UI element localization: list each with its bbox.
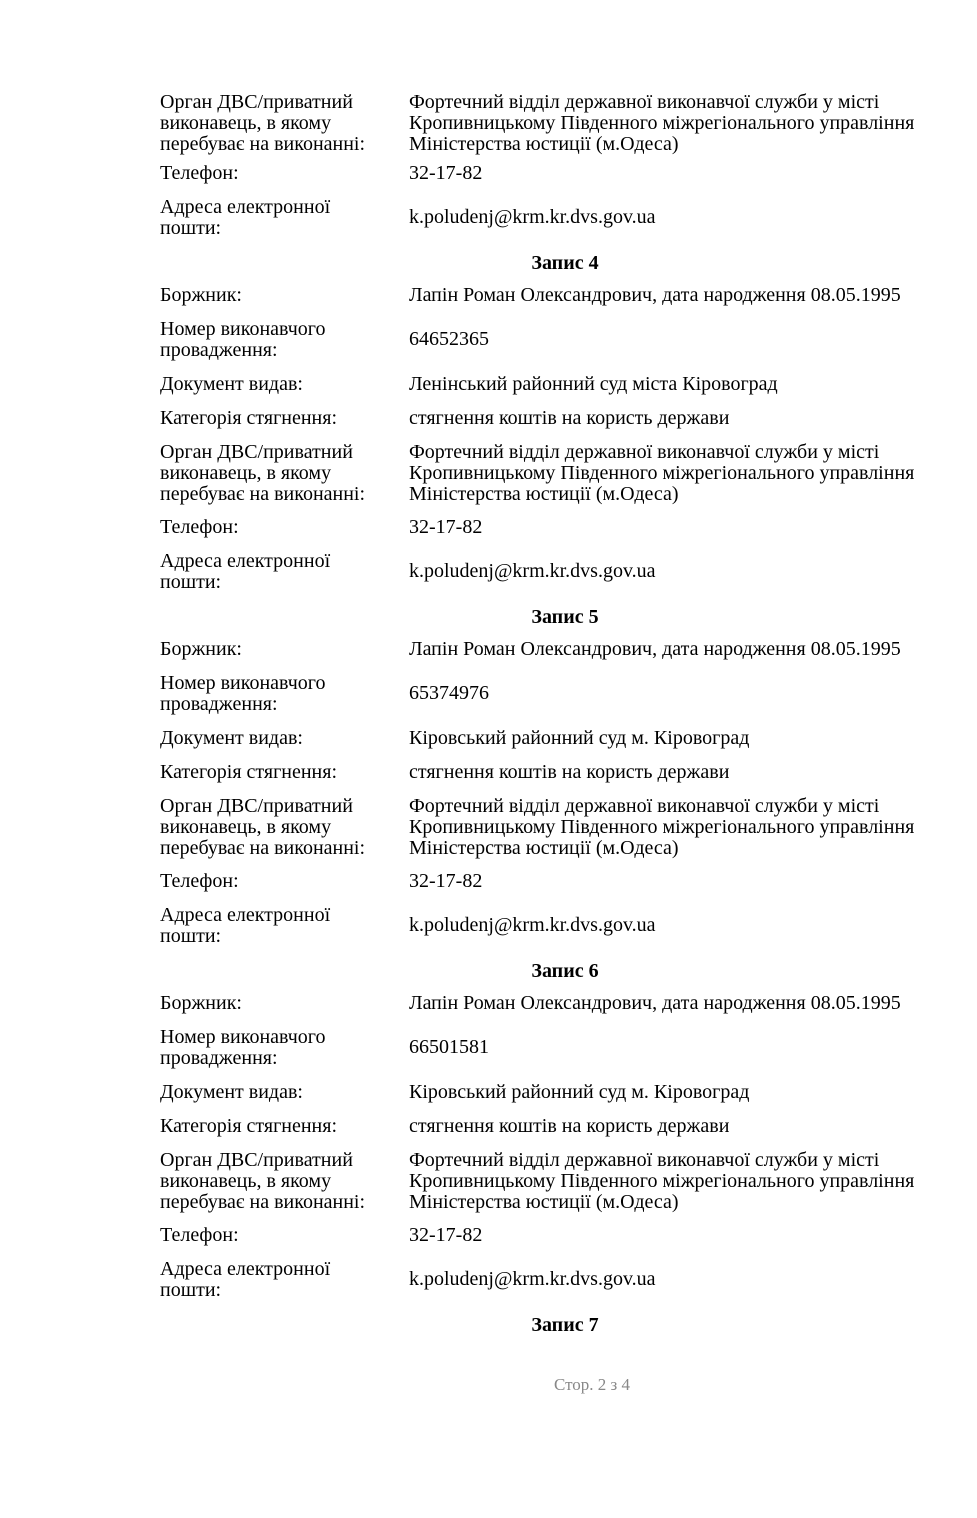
category-label: Категорія стягнення: — [160, 761, 338, 783]
case-number-row — [160, 666, 970, 721]
category-row — [160, 402, 970, 435]
debtor-row — [160, 633, 970, 666]
organ-row — [160, 789, 970, 866]
phone-value: 32-17-82 — [409, 162, 483, 184]
phone-value: 32-17-82 — [409, 1224, 483, 1246]
email-row — [160, 543, 970, 600]
debtor-row — [160, 987, 970, 1020]
phone-label: Телефон: — [160, 1224, 239, 1246]
email-row — [160, 1251, 970, 1308]
category-row — [160, 756, 970, 789]
category-value: стягнення коштів на користь держави — [409, 407, 730, 429]
category-value: стягнення коштів на користь держави — [409, 1115, 730, 1137]
email-label: Адреса електронної пошти: — [160, 195, 331, 239]
phone-row — [160, 866, 970, 897]
email-value: k.poludenj@krm.kr.dvs.gov.ua — [409, 914, 656, 936]
document-page — [160, 88, 970, 1341]
organ-label: Орган ДВС/приватний виконавець, в якому перебуває на виконанні: — [160, 795, 366, 859]
email-row — [160, 897, 970, 954]
record-title: Запис 4 — [531, 251, 599, 274]
issuer-value: Ленінський районний суд міста Кіровоград — [409, 373, 778, 395]
issuer-value: Кіровський районний суд м. Кіровоград — [409, 727, 750, 749]
record-title: Запис 7 — [531, 1313, 599, 1336]
phone-value: 32-17-82 — [409, 516, 483, 538]
record-title: Запис 6 — [531, 959, 599, 982]
issuer-row — [160, 721, 970, 756]
organ-label: Орган ДВС/приватний виконавець, в якому перебуває на виконанні: — [160, 1149, 366, 1213]
email-row — [160, 189, 970, 246]
issuer-row — [160, 1075, 970, 1110]
record-title-row — [160, 954, 970, 987]
organ-row — [160, 88, 970, 158]
category-label: Категорія стягнення: — [160, 407, 338, 429]
record-title: Запис 5 — [531, 605, 599, 628]
organ-label: Орган ДВС/приватний виконавець, в якому перебуває на виконанні: — [160, 90, 366, 155]
case-number-row — [160, 1020, 970, 1075]
organ-row — [160, 1143, 970, 1220]
phone-label: Телефон: — [160, 516, 239, 538]
case-number-row — [160, 312, 970, 367]
phone-row — [160, 158, 970, 189]
category-label: Категорія стягнення: — [160, 1115, 338, 1137]
record-title-row — [160, 1308, 970, 1341]
category-value: стягнення коштів на користь держави — [409, 761, 730, 783]
case-number-label: Номер виконавчого провадження: — [160, 317, 326, 361]
organ-value: Фортечний відділ державної виконавчої служби у місті Кропивницькому Південного міжрегіонального управління Міністерства юстиції (м.Одеса) — [409, 795, 915, 859]
email-value: k.poludenj@krm.kr.dvs.gov.ua — [409, 1268, 656, 1290]
organ-row — [160, 435, 970, 512]
debtor-value: Лапін Роман Олександрович, дата народження 08.05.1995 — [409, 284, 901, 306]
email-label: Адреса електронної пошти: — [160, 549, 331, 593]
issuer-label: Документ видав: — [160, 373, 303, 395]
case-number-label: Номер виконавчого провадження: — [160, 1025, 326, 1069]
debtor-label: Боржник: — [160, 284, 242, 306]
case-number-value: 66501581 — [409, 1036, 489, 1058]
organ-value: Фортечний відділ державної виконавчої служби у місті Кропивницькому Південного міжрегіонального управління Міністерства юстиції (м.Одеса) — [409, 441, 915, 505]
email-label: Адреса електронної пошти: — [160, 903, 331, 947]
issuer-row — [160, 367, 970, 402]
debtor-value: Лапін Роман Олександрович, дата народження 08.05.1995 — [409, 638, 901, 660]
case-number-value: 64652365 — [409, 328, 489, 350]
debtor-label: Боржник: — [160, 638, 242, 660]
page-number-footer: Стор. 2 з 4 — [553, 1375, 631, 1394]
email-value: k.poludenj@krm.kr.dvs.gov.ua — [409, 560, 656, 582]
debtor-row — [160, 279, 970, 312]
record-title-row — [160, 246, 970, 279]
case-number-label: Номер виконавчого провадження: — [160, 671, 326, 715]
issuer-value: Кіровський районний суд м. Кіровоград — [409, 1081, 750, 1103]
record-title-row — [160, 600, 970, 633]
email-value: k.poludenj@krm.kr.dvs.gov.ua — [409, 206, 656, 228]
phone-value: 32-17-82 — [409, 870, 483, 892]
phone-label: Телефон: — [160, 870, 239, 892]
case-number-value: 65374976 — [409, 682, 489, 704]
issuer-label: Документ видав: — [160, 1081, 303, 1103]
email-label: Адреса електронної пошти: — [160, 1257, 331, 1301]
organ-value: Фортечний відділ державної виконавчої служби у місті Кропивницькому Південного міжрегіонального управління Міністерства юстиції (м.Одеса) — [409, 1149, 915, 1213]
organ-value: Фортечний відділ державної виконавчої служби у місті Кропивницькому Південного міжрегіонального управління Міністерства юстиції (м.Одеса) — [409, 90, 915, 155]
phone-row — [160, 1220, 970, 1251]
issuer-label: Документ видав: — [160, 727, 303, 749]
organ-label: Орган ДВС/приватний виконавець, в якому перебуває на виконанні: — [160, 441, 366, 505]
category-row — [160, 1110, 970, 1143]
phone-label: Телефон: — [160, 162, 239, 184]
debtor-value: Лапін Роман Олександрович, дата народження 08.05.1995 — [409, 992, 901, 1014]
phone-row — [160, 512, 970, 543]
debtor-label: Боржник: — [160, 992, 242, 1014]
